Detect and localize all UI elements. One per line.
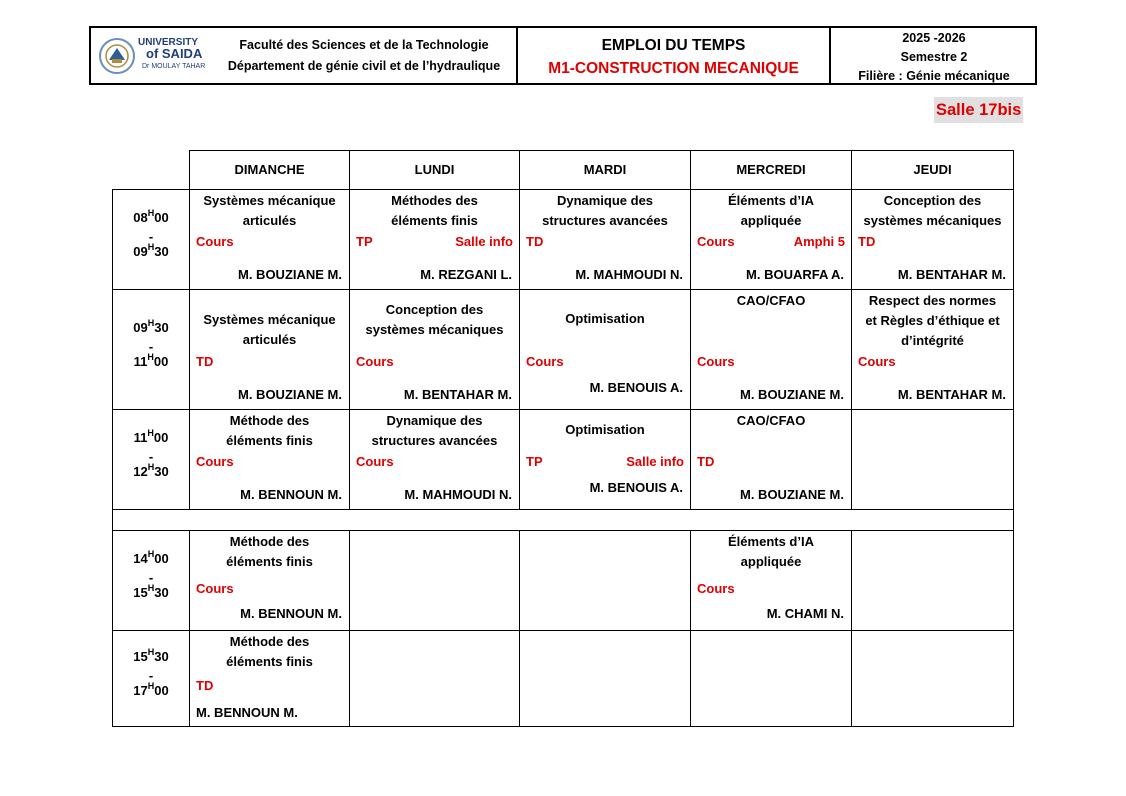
start-hour: 08 [133,209,148,225]
session-type: TD [196,678,214,693]
timetable [112,150,1014,727]
university-logo [97,34,211,78]
slot-end [113,582,189,600]
session-professor: M. BENNOUN M. [196,705,298,720]
subject-line: Dynamique des [556,193,654,208]
subject-line: Respect des normes [868,293,997,308]
start-minute: 00 [153,429,169,445]
subject-line: éléments finis [391,213,478,228]
faculty-info [211,28,517,83]
subject-line: articulés [242,213,297,228]
end-minute: 00 [153,353,169,369]
session-professor: M. BENTAHAR M. [897,387,1006,402]
corner-cell [113,151,190,190]
session-professor: M. BENOUIS A. [589,380,683,395]
subject-line: Optimisation [565,422,645,437]
hour-marker: H [147,351,154,362]
start-minute: 00 [154,550,169,566]
subject-line: systèmes mécaniques [863,213,1002,228]
subject-line: CAO/CFAO [736,293,806,308]
subject-line: et Règles d’éthique et [865,313,1000,328]
day-header-mardi: MARDI [520,151,691,190]
slot-separator: - [148,338,154,354]
subject-line: Méthodes des [391,193,478,208]
slot-end [113,351,189,369]
session-cell [190,531,350,631]
subject-line: éléments finis [226,433,313,448]
day-header-lundi: LUNDI [350,151,520,190]
session-cell [520,190,691,290]
end-minute: 00 [154,682,169,698]
end-hour: 15 [133,584,148,600]
time-slot-3 [113,531,190,631]
session-cell [691,631,852,727]
day-header-mercredi: MERCREDI [691,151,852,190]
hour-marker: H [147,241,155,252]
session-cell [520,531,691,631]
session-professor: M. MAHMOUDI N. [575,267,683,282]
header-title-cell [518,28,831,83]
session-type: Cours [697,234,735,249]
start-hour: 15 [133,648,148,664]
slot-start [113,317,189,335]
header-year-cell [831,28,1037,83]
session-cell [350,531,520,631]
session-type: Cours [356,454,394,469]
session-cell [520,290,691,410]
session-cell [852,290,1014,410]
slot-end [113,680,189,698]
session-type: Cours [196,454,234,469]
session-professor: M. REZGANI L. [420,267,512,282]
session-cell [691,190,852,290]
session-type: Cours [526,354,564,369]
session-cell [852,631,1014,727]
subject-line: d’intégrité [901,333,964,348]
session-type: TD [526,234,544,249]
subject-line: Conception des [385,302,484,317]
subject-line: Dynamique des [386,413,483,428]
subject-line: Méthode des [229,413,310,428]
filiere: Filière : Génie mécanique [858,69,1010,83]
session-cell [190,631,350,727]
subject-line: structures avancées [371,433,498,448]
session-cell [691,410,852,510]
session-type: TD [697,454,715,469]
slot-separator: - [148,448,154,464]
start-minute: 30 [154,319,169,335]
subject-line: Méthode des [229,634,310,649]
subject-line: Méthode des [229,534,310,549]
end-minute: 30 [154,463,169,479]
time-slot-2 [113,410,190,510]
end-hour: 09 [133,243,148,259]
slot-end [113,241,189,259]
start-minute: 30 [154,648,169,664]
end-minute: 30 [154,243,169,259]
session-type: Cours [697,581,735,596]
start-minute: 00 [154,209,169,225]
hour-marker: H [147,680,155,691]
session-room: Salle info [626,454,684,469]
subject-line: systèmes mécaniques [365,322,504,337]
subject-line: Optimisation [565,311,645,326]
session-professor: M. BENOUIS A. [589,480,683,495]
slot-separator: - [148,667,154,683]
end-hour: 17 [133,682,148,698]
session-cell [852,410,1014,510]
slot-start [113,646,189,664]
slot-start [113,427,189,445]
hour-marker: H [147,582,155,593]
time-slot-1 [113,290,190,410]
day-header-jeudi: JEUDI [852,151,1014,190]
session-type: TP [356,234,373,249]
start-hour: 11 [133,429,148,445]
subject-line: Éléments d’IA [728,193,814,208]
subject-line: articulés [242,332,297,347]
session-type: TD [196,354,214,369]
session-type: Cours [356,354,394,369]
subject-line: éléments finis [226,654,313,669]
header-faculty-cell [91,28,518,83]
subject-line: Systèmes mécanique [203,312,336,327]
session-professor: M. BENTAHAR M. [897,267,1006,282]
session-type: TD [858,234,876,249]
slot-separator: - [148,228,154,244]
end-minute: 30 [154,584,169,600]
session-professor: M. MAHMOUDI N. [404,487,512,502]
session-cell [190,190,350,290]
semester: Semestre 2 [900,50,968,64]
session-professor: M. BOUZIANE M. [238,387,342,402]
session-cell [350,290,520,410]
subject-line: Conception des [883,193,982,208]
slot-separator: - [148,569,154,585]
hour-marker: H [147,548,155,559]
session-type: Cours [858,354,896,369]
session-room: Amphi 5 [793,234,845,249]
subject-line: Systèmes mécanique [203,193,336,208]
room-label: Salle 17bis [934,97,1023,123]
time-slot-4 [113,631,190,727]
subject-line: Éléments d’IA [728,534,814,549]
slot-end [113,461,189,479]
session-type: Cours [196,581,234,596]
session-professor: M. BENNOUN M. [240,487,342,502]
academic-year: 2025 -2026 [902,31,966,45]
end-hour: 11 [133,353,148,369]
logo-name-text: Dr MOULAY TAHAR [142,63,206,70]
subject-line: éléments finis [226,554,313,569]
session-cell [852,531,1014,631]
slot-start [113,207,189,225]
faculty-name: Faculté des Sciences et de la Technologie [239,38,489,52]
page-title: EMPLOI DU TEMPS [601,37,746,54]
session-cell [350,410,520,510]
start-hour: 09 [133,319,148,335]
session-type: TP [526,454,543,469]
subject-line: appliquée [740,213,802,228]
day-header-dimanche: DIMANCHE [190,151,350,190]
department-name: Département de génie civil et de l’hydraulique [227,59,501,73]
hour-marker: H [147,207,155,218]
lunch-break-row [113,510,1014,531]
session-room: Salle info [455,234,513,249]
program-title: M1-CONSTRUCTION MECANIQUE [548,60,799,77]
session-professor: M. BOUARFA A. [746,267,844,282]
session-professor: M. BOUZIANE M. [740,487,844,502]
session-cell [691,531,852,631]
session-cell [520,631,691,727]
session-type: Cours [697,354,735,369]
session-cell [190,290,350,410]
hour-marker: H [147,317,155,328]
header-box [89,26,1037,85]
session-cell [520,410,691,510]
hour-marker: H [147,646,155,657]
subject-line: CAO/CFAO [736,413,806,428]
logo-saida-text: of SAIDA [146,46,203,61]
session-cell [852,190,1014,290]
session-professor: M. BENTAHAR M. [403,387,512,402]
session-cell [190,410,350,510]
session-cell [350,190,520,290]
session-professor: M. BOUZIANE M. [740,387,844,402]
session-type: Cours [196,234,234,249]
hour-marker: H [147,427,154,438]
slot-start [113,548,189,566]
logo-university-text: UNIVERSITY [138,37,199,48]
session-professor: M. BENNOUN M. [240,606,342,621]
time-slot-0 [113,190,190,290]
end-hour: 12 [133,463,148,479]
session-cell [691,290,852,410]
subject-line: structures avancées [542,213,668,228]
session-professor: M. BOUZIANE M. [238,267,342,282]
start-hour: 14 [133,550,148,566]
hour-marker: H [147,461,155,472]
session-professor: M. CHAMI N. [766,606,844,621]
subject-line: appliquée [740,554,802,569]
session-cell [350,631,520,727]
